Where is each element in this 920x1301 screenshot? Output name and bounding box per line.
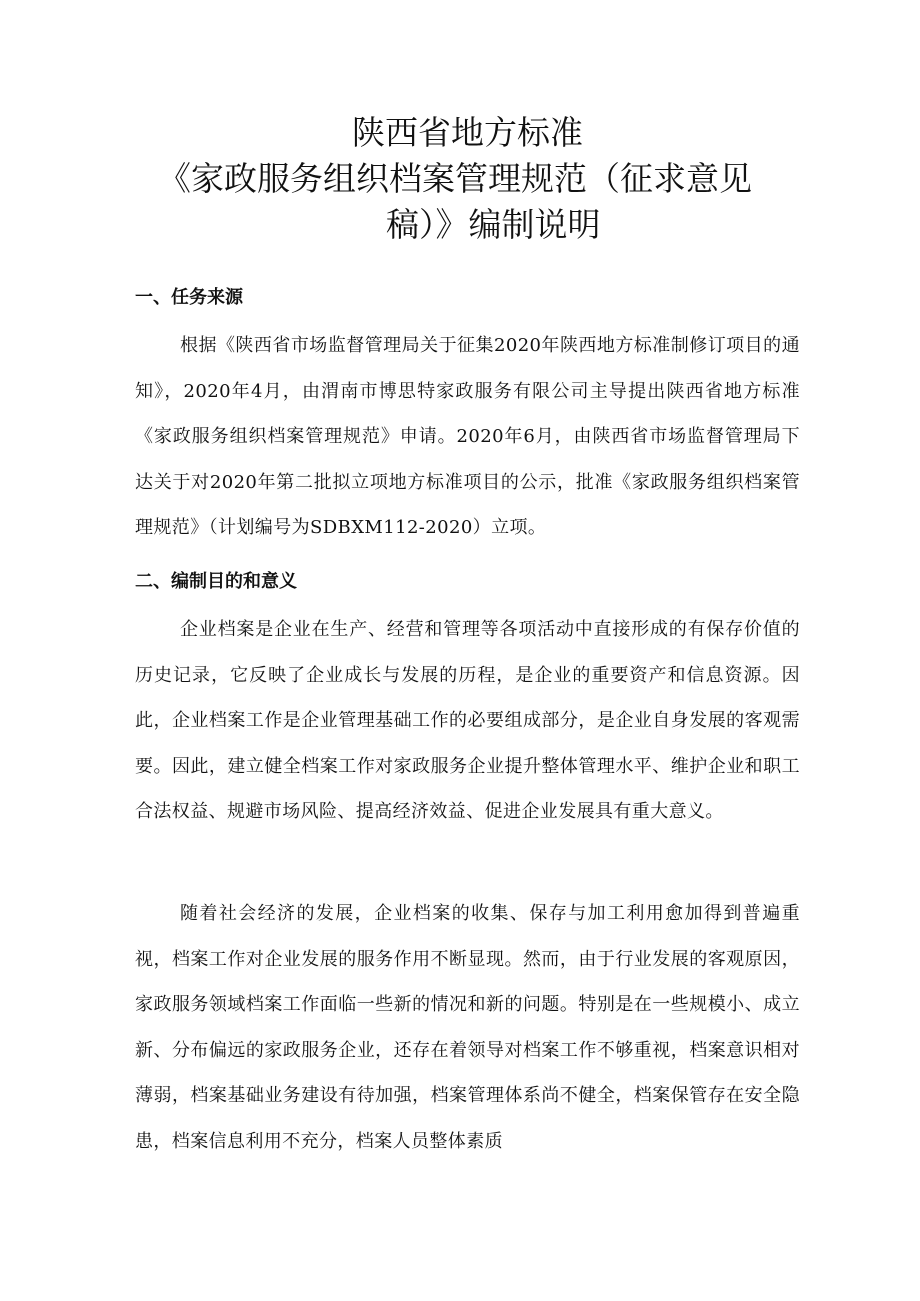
paragraph: 根据《陕西省市场监督管理局关于征集2020年陕西地方标准制修订项目的通知》，2020年4月，由渭南市博思特家政服务有限公司主导提出陕西省地方标准《家政服务组织档案管理规范》申请。2020年6月，由陕西省市场监督管理局下达关于对2020年第二批拟立项地方标准项目的公示，批准《家政服务组织档案管理规范》（计划编号为SDBXM112-2020）立项。 xyxy=(135,335,800,538)
title-line-2: 《家政服务组织档案管理规范（征求意见 xyxy=(158,159,752,198)
title-line-3: 稿）》编制说明 xyxy=(386,205,601,244)
section-heading-purpose: 二、编制目的和意义 xyxy=(135,571,297,592)
section-heading-task-source: 一、任务来源 xyxy=(135,287,243,308)
title-line-1: 陕西省地方标准 xyxy=(352,113,583,152)
paragraph: 随着社会经济的发展，企业档案的收集、保存与加工利用愈加得到普遍重视，档案工作对企业发展的服务作用不断显现。然而，由于行业发展的客观原因，家政服务领域档案工作面临一些新的情况和新的问题。特别是在一些规模小、成立新、分布偏远的家政服务企业，还存在着领导对档案工作不够重视，档案意识相对薄弱，档案基础业务建设有待加强，档案管理体系尚不健全，档案保管存在安全隐患，档案信息利用不充分，档案人员整体素质 xyxy=(135,903,800,1152)
paragraph: 企业档案是企业在生产、经营和管理等各项活动中直接形成的有保存价值的历史记录，它反映了企业成长与发展的历程，是企业的重要资产和信息资源。因此，企业档案工作是企业管理基础工作的必要组成部分，是企业自身发展的客观需要。因此，建立健全档案工作对家政服务企业提升整体管理水平、维护企业和职工合法权益、规避市场风险、提高经济效益、促进企业发展具有重大意义。 xyxy=(135,619,800,822)
